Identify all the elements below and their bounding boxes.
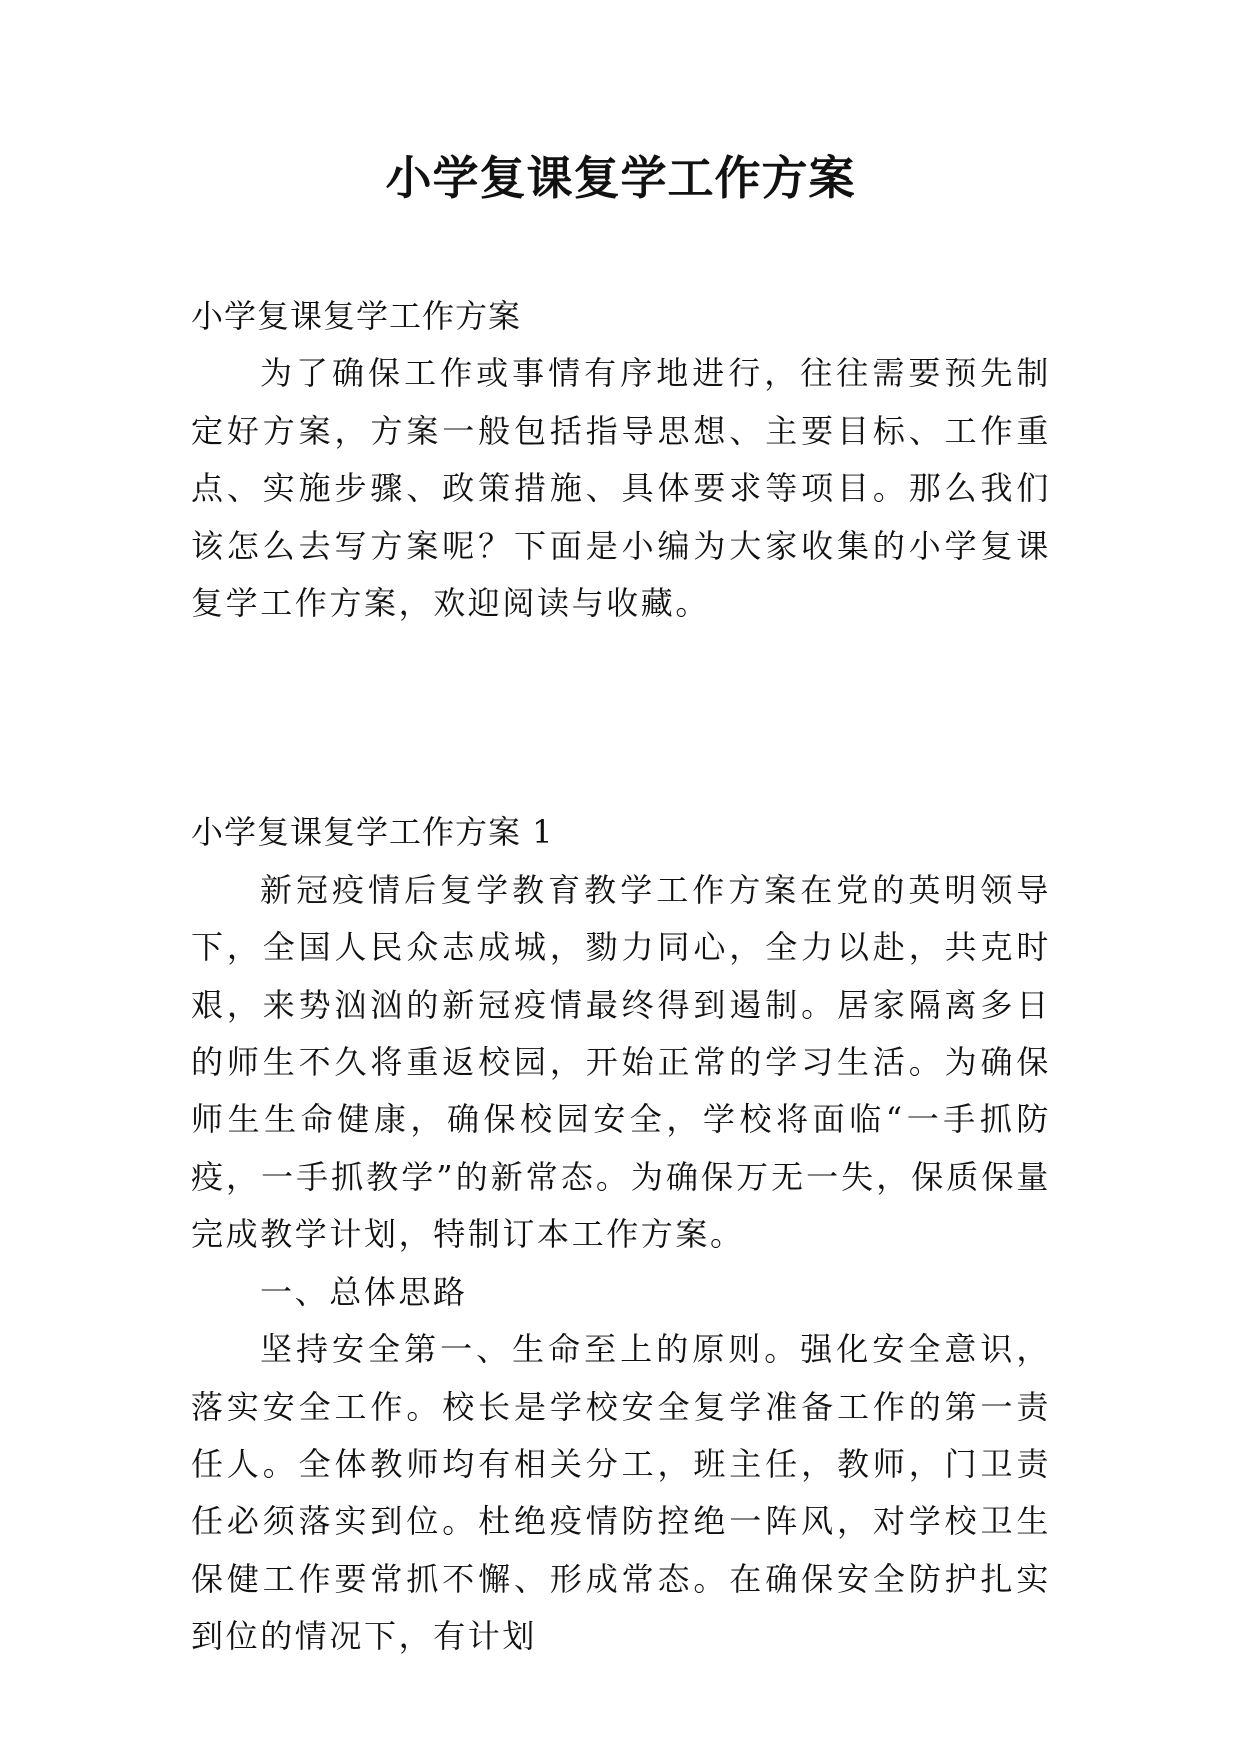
subsection1-paragraph: 坚持安全第一、生命至上的原则。强化安全意识，落实安全工作。校长是学校安全复学准备工作的第一责任人。全体教师均有相关分工，班主任，教师，门卫责任必须落实到位。杜绝疫情防控绝一阵风，对学校卫生保健工作要常抓不懈、形成常态。在确保安全防护扎实到位的情况下，有计划 xyxy=(191,1330,1051,1656)
document-body xyxy=(191,288,1051,1666)
subsection1-heading: 一、总体思路 xyxy=(260,1272,468,1311)
section1-paragraph: 新冠疫情后复学教育教学工作方案在党的英明领导下，全国人民众志成城，勠力同心，全力以赴，共克时艰，来势汹汹的新冠疫情最终得到遏制。居家隔离多日的师生不久将重返校园，开始正常的学习生活。为确保师生生命健康，确保校园安全，学校将面临“一手抓防疫，一手抓教学”的新常态。为确保万无一失，保质保量完成教学计划，特制订本工作方案。 xyxy=(191,870,1051,1254)
intro-paragraph: 为了确保工作或事情有序地进行，往往需要预先制定好方案，方案一般包括指导思想、主要目标、工作重点、实施步骤、政策措施、具体要求等项目。那么我们该怎么去写方案呢？下面是小编为大家收集的小学复课复学工作方案，欢迎阅读与收藏。 xyxy=(191,354,1051,623)
section-spacer xyxy=(191,632,1051,804)
document-title: 小学复课复学工作方案 xyxy=(385,151,856,205)
section1-heading: 小学复课复学工作方案 1 xyxy=(191,813,554,852)
intro-heading: 小学复课复学工作方案 xyxy=(191,297,522,335)
